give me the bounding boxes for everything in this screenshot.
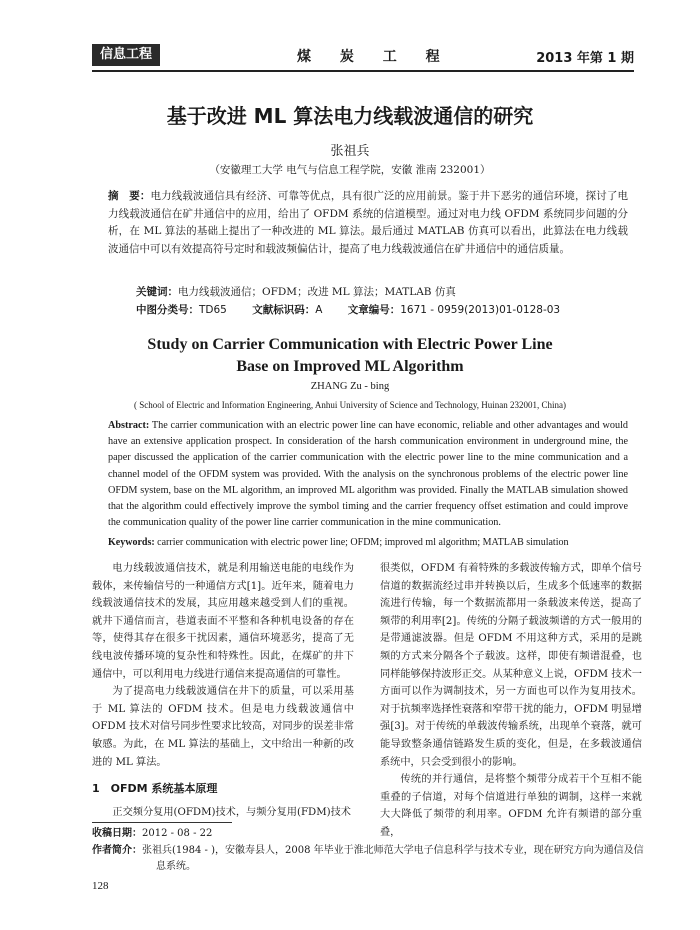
issue-label: 2013 年第 1 期: [536, 51, 634, 66]
abstract-chinese: [108, 188, 628, 258]
footnote-rule: [92, 822, 232, 823]
abstract-label-cn: 摘 要：: [108, 190, 151, 202]
body-paragraph: 电力线载波通信技术，就是利用输送电能的电线作为载体，来传输信号的一种通信方式[1]。近年来，随着电力线载波通信技术的发展，其应用越来越受到人们的重视。就井下通信而言，巷道表面不平整和各种机电设备的存在等，使得其存在很多干扰因素，通信环境恶劣，提高了无线电波传播环境的复杂性和特殊性。因此，在煤矿的井下通信中，可以利用电力线进行通信来提高通信的可靠性。: [92, 563, 354, 680]
body-column-right: [380, 560, 642, 842]
keywords-label-en: Keywords:: [108, 537, 155, 548]
abstract-label-en: Abstract:: [108, 420, 150, 431]
keywords-english: [108, 537, 628, 548]
body-paragraph: 很类似，OFDM 有着特殊的多载波传输方式，即单个信号信道的数据流经过串并转换以后，生成多个低速率的数据流进行传输，每一个数据流都用一条载波来传送，提高了频带的利用率[2]。传统的分隔子载波频谱的方式一般用的是带通滤波器。但是 OFDM 不用这种方式，采用的是跳频的方式来分隔各个子载波。这样，即使有频谱混叠，也同样能够保持波形正交。从某种意义上说，OFDM 技术一方面可以作为调制技术，另一方面也可以作为复用技术。对于抗频率选择性衰落和窄带干扰的能力，OFDM 明显增强[3]。对于传统的单载波传输系统，出现单个衰落，就可能导致整条通信链路发生质的变化，但是，在多载波通信系统中，只会受到很小的影响。: [380, 563, 642, 768]
article-number: 文章编号：1671 - 0959(2013)01-0128-03: [347, 304, 561, 316]
abstract-text-cn: 电力线载波通信具有经济、可靠等优点，具有很广泛的应用前景。鉴于井下恶劣的通信环境，探讨了电力线载波通信在矿井通信中的应用，给出了 OFDM 系统的信道模型。通过对电力线 OFDM 系统同步问题的分析，在 ML 算法的基础上提出了一种改进的 ML 算法。最后通过 MATLAB 仿真可以看出，此算法在电力线载波通信中可以有效提高符号定时和载波频偏估计，提高了电力线载波通信在矿井通信中的通信质量。: [108, 190, 629, 255]
title-english-line1: Study on Carrier Communication with Electric Power Line: [147, 336, 553, 353]
footnote-received: 收稿日期：2012 - 08 - 22: [92, 828, 213, 839]
keywords-text-cn: 电力线载波通信；OFDM；改进 ML 算法；MATLAB 仿真: [178, 286, 456, 298]
body-column-left: [92, 560, 354, 821]
affiliation-english: ( School of Electric and Information Engineering, Anhui University of Science and Technology, Huinan 232001, China): [133, 400, 567, 410]
section-tag: 信息工程: [92, 44, 160, 66]
title-chinese: 基于改进 ML 算法电力线载波通信的研究: [166, 104, 534, 128]
body-paragraph: 正交频分复用(OFDM)技术，与频分复用(FDM)技术: [112, 806, 351, 818]
running-header: [92, 44, 634, 72]
document-code: 文献标识码：A: [252, 304, 323, 316]
keywords-text-en: carrier communication with electric power line; OFDM; improved ml algorithm; MATLAB simulation: [154, 537, 569, 548]
title-english: [0, 334, 700, 378]
body-paragraph: 传统的并行通信，是将整个频带分成若干个互相不能重叠的子信道，对每个信道进行单独的调制，这样一来就大大降低了频带的利用率。OFDM 允许有频谱的部分重叠，: [380, 774, 642, 838]
abstract-english: [108, 418, 628, 531]
section-heading: 1 OFDM 系统基本原理: [92, 782, 218, 796]
title-english-line2: Base on Improved ML Algorithm: [236, 358, 464, 375]
page-number: 128: [92, 880, 109, 892]
journal-name: 煤 炭 工 程: [297, 49, 452, 65]
clc-number: 中图分类号：TD65: [136, 304, 227, 316]
classification-line: [136, 302, 582, 317]
affiliation-chinese: （安徽理工大学 电气与信息工程学院，安徽 淮南 232001）: [209, 164, 491, 176]
author-english: ZHANG Zu - bing: [310, 381, 390, 392]
abstract-text-en: The carrier communication with an electric power line can have economic, reliable and other advantages and would have an extensive application prospect. In consideration of the harsh communication environment in underground mine, the paper discussed the application of the carrier communication with the electric power line to the mine communication and a channel model of the OFDM system was provided. With the analysis on the synchronous problems of the electric power line OFDM system, base on the ML algorithm, an improved ML algorithm was provided. Finally the MATLAB simulation showed that the algorithm could effectively improve the symbol timing and the carrier frequency offset estimation and could improve the communication quality of the power line carrier communication in the mine communication.: [108, 420, 628, 529]
footnote-author: 作者简介：张祖兵(1984 - )，安徽寿县人，2008 年毕业于淮北师范大学电子信息科学与技术专业，现在研究方向为通信及信息系统。: [92, 845, 644, 872]
keywords-chinese: [136, 284, 636, 299]
author-chinese: 张祖兵: [330, 144, 370, 159]
body-paragraph: 为了提高电力线载波通信在井下的质量，可以采用基于 ML 算法的 OFDM 技术。但是电力线载波通信中 OFDM 技术对信号同步性要求比较高，对同步的误差非常敏感。为此，在 ML 算法的基础上，文中给出一种新的改进的 ML 算法。: [92, 686, 354, 768]
keywords-label-cn: 关键词：: [136, 286, 178, 298]
